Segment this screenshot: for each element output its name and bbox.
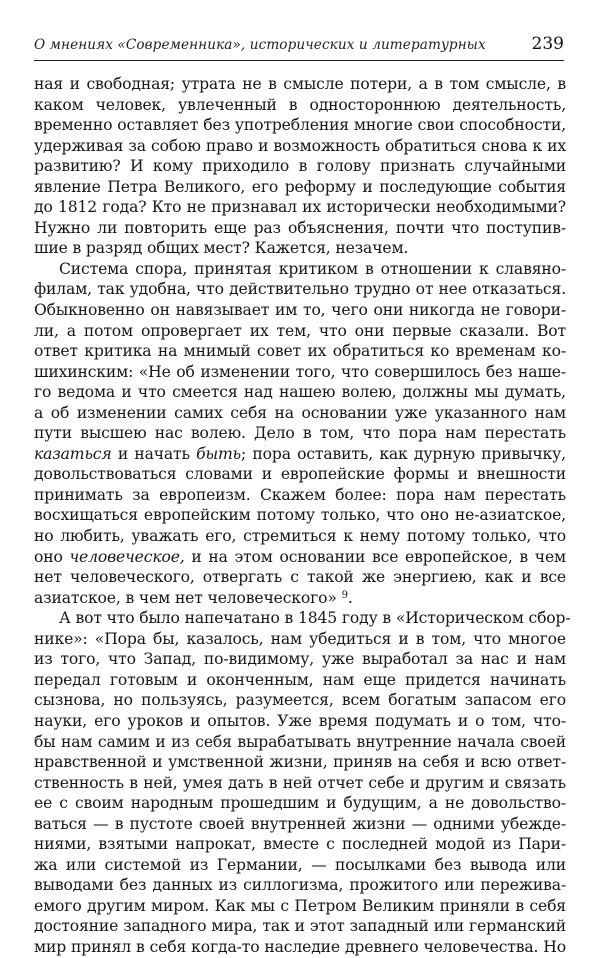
text-line: ниями, взятыми напрокат, вместе с последней модой из Пари- (34, 835, 566, 854)
footnote-marker: 9 (341, 589, 348, 601)
text-line: явление Петра Великого, его реформу и последующие события (34, 177, 566, 196)
text-line: азиатское, в чем нет человеческого» $^9$. (34, 588, 353, 607)
text-line: ная и свободная; утрата не в смысле потери, а в том смысле, в (34, 75, 566, 93)
page-number: 239 (531, 34, 564, 54)
text-line: из того, что Запад, по-видимому, уже выработал за нас и нам (34, 650, 566, 669)
text-line: до 1812 года? Кто не признавал их исторически необходимыми? (34, 198, 566, 217)
text-line: науки, его уроков и опытов. Уже время подумать и о том, что- (34, 711, 566, 730)
text-line: шие в разряд общих мест? Кажется, незачем. (34, 239, 409, 258)
text-line: го ведома и что смеется над нашею волею, должны мы думать, (34, 383, 566, 402)
text-line: принимать за европеизм. Скажем более: пора нам перестать (34, 485, 566, 504)
running-head (34, 34, 564, 61)
text-line: ответ критика на мнимый совет их обратиться ко временам ко- (34, 342, 566, 361)
text-line: ственность в ней, умея дать в ней отчет себе и другим и связать (34, 773, 566, 792)
text-line: ее с своим народным прошедшим и будущим, а не довольство- (34, 794, 566, 813)
text-line: бы нам самим и из себя вырабатывать внутренние начала своей (34, 732, 566, 751)
text-line: удерживая за собою право и возможность обратиться снова к их (34, 136, 566, 155)
text-line: Нужно ли повторить еще раз объяснения, почти что поступив- (34, 218, 566, 237)
text-line: выводами без данных из силлогизма, прожитого или пережива- (34, 876, 566, 895)
text-line: А вот что было напечатано в 1845 году в «Историческом сбор- (59, 609, 571, 628)
italic-emphasis: человеческое, (69, 547, 185, 566)
text-line: нике»: «Пора бы, казалось, нам убедиться и в том, что многое (34, 629, 566, 648)
paragraph (34, 74, 566, 259)
italic-emphasis: быть (196, 444, 242, 463)
text-line: филам, так удобна, что действительно трудно от нее отказаться. (34, 280, 566, 299)
paragraph (34, 608, 571, 957)
text-line: достояние западного мира, так и этот западный или германский (34, 917, 566, 936)
paragraph (34, 259, 566, 608)
text-line: емого другим миром. Как мы с Петром Великим приняли в себя (34, 896, 566, 915)
text-line: сызнова, но пользуясь, разумеется, всем богатым запасом его (34, 691, 566, 710)
text-line: нравственной и умственной жизни, приняв на себя и всю ответ- (34, 753, 566, 772)
body-text (34, 74, 571, 958)
text-line: оно человеческое, и на этом основании все европейское, в чем (34, 547, 566, 566)
text-line: Обыкновенно он навязывает им то, чего они никогда не говори- (34, 301, 566, 320)
text-line: шихинским: «Не об изменении того, что совершилось без наше- (34, 362, 566, 381)
text-line: а об изменении самих себя на основании уже указанного нам (34, 403, 566, 422)
text-line: пути высшею нас волею. Дело в том, что пора нам перестать (34, 424, 566, 443)
text-line: ли, а потом опровергает их тем, что они первые сказали. Вот (34, 321, 566, 340)
text-line: но любить, уважать его, стремиться к нему потому только, что (34, 527, 566, 546)
text-line: Система спора, принятая критиком в отношении к славяно- (59, 259, 566, 278)
text-line: развитию? И кому приходило в голову признать случайными (34, 157, 566, 176)
text-line: довольствоваться словами и европейские формы и внешности (34, 465, 566, 484)
text-line: казаться и начать быть; пора оставить, как дурную привычку, (34, 444, 566, 463)
text-line: восхищаться европейским потому только, что оно не-азиатское, (34, 506, 566, 525)
running-title: О мнениях «Современника», исторических и литературных (34, 37, 486, 53)
text-line: жа или системой из Германии, — посылками без вывода или (34, 855, 566, 874)
text-line: передал готовым и оконченным, нам еще придется начинать (34, 670, 566, 689)
text-line: мир принял в себя когда-то наследие древнего человечества. Но (34, 937, 566, 956)
text-line: ваться — в пустоте своей внутренней жизни — одними убежде- (34, 814, 566, 833)
text-line: временно оставляет без употребления многие свои способности, (34, 116, 566, 135)
italic-emphasis: казаться (34, 444, 112, 463)
text-line: нет человеческого, отвергать с такой же энергиею, как и все (34, 568, 566, 587)
text-line: каком человек, увлеченный в одностороннюю деятельность, (34, 95, 566, 114)
